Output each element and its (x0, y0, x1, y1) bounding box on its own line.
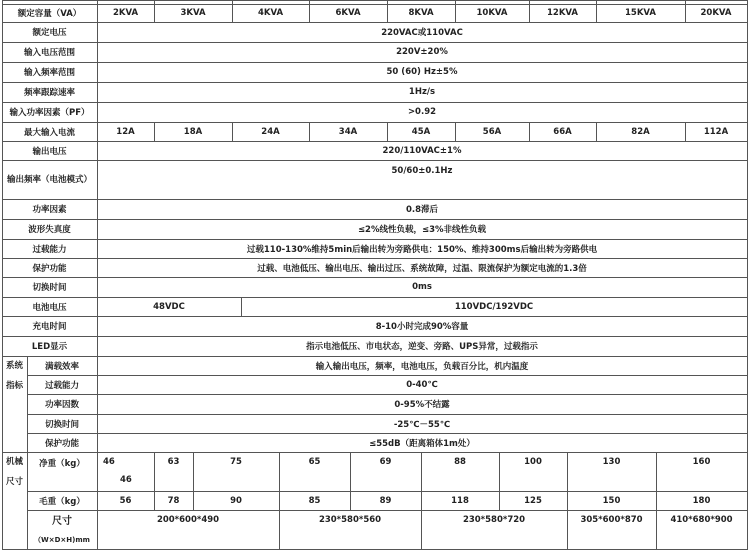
battery-voltage-low: 48VDC (97, 297, 242, 317)
system-row-value: 0-40℃ (97, 375, 748, 395)
gross-weight-20kva: 180 (656, 491, 748, 511)
row-label-input-pf: 输入功率因素（PF） (2, 102, 98, 123)
waveform-distortion-value: ≤2%线性负载，≤3%非线性负载 (97, 219, 748, 240)
header-label: 额定容量（VA） (2, 4, 98, 23)
system-row-value: 0-95%不结露 (97, 394, 748, 415)
net-weight-3kva: 63 (154, 452, 194, 492)
system-row-label: 功率因数 (27, 394, 98, 415)
row-label-gross-weight: 毛重（kg） (27, 491, 98, 511)
row-label-switch-time: 切换时间 (2, 277, 98, 298)
dimensions-group-3: 230*580*720 (421, 510, 568, 550)
row-label-freq-tracking: 频率跟踪速率 (2, 82, 98, 103)
row-label-charge-time: 充电时间 (2, 316, 98, 337)
model-3kva: 3KVA (154, 4, 233, 23)
row-label-output-voltage: 输出电压 (2, 141, 98, 161)
led-display-value: 指示电池低压、市电状态，逆变、旁路、UPS异常，过载指示 (97, 336, 748, 357)
net-weight-12kva: 100 (499, 452, 568, 492)
max-current-4kva: 24A (232, 122, 310, 142)
system-row-label: 保护功能 (27, 433, 98, 453)
model-6kva: 6KVA (309, 4, 388, 23)
group-label-mechanical: 机械尺寸 (2, 452, 28, 550)
battery-voltage-high: 110VDC/192VDC (241, 297, 748, 317)
freq-tracking-value: 1Hz/s (97, 82, 748, 103)
overload-value: 过载110-130%维持5min后输出转为旁路供电：150%、维持300ms后输出转为旁路供电 (97, 239, 748, 259)
net-weight-15kva: 130 (567, 452, 657, 492)
model-8kva: 8KVA (387, 4, 456, 23)
model-12kva: 12KVA (529, 4, 597, 23)
row-label-waveform-distortion: 波形失真度 (2, 219, 98, 240)
system-row-label: 过载能力 (27, 375, 98, 395)
row-label-dimensions (27, 510, 98, 550)
max-current-3kva: 18A (154, 122, 233, 142)
row-label-rated-voltage: 额定电压 (2, 22, 98, 43)
dimensions-sublabel: （W×D×H)mm (34, 535, 90, 544)
output-freq-value: 50/60±0.1Hz (97, 160, 748, 200)
dimensions-group-2: 230*580*560 (279, 510, 422, 550)
power-factor-value: 0.8滞后 (97, 199, 748, 220)
model-10kva: 10KVA (455, 4, 530, 23)
row-label-net-weight: 净重（kg） (27, 452, 98, 492)
net-weight-8kva: 69 (350, 452, 422, 492)
net-weight-6kva: 65 (279, 452, 351, 492)
gross-weight-6kva: 85 (279, 491, 351, 511)
row-label-battery-voltage: 电池电压 (2, 297, 98, 317)
row-label-led-display: LED显示 (2, 336, 98, 357)
model-15kva: 15KVA (596, 4, 686, 23)
system-row-label: 切换时间 (27, 414, 98, 434)
gross-weight-3kva: 78 (154, 491, 194, 511)
model-4kva: 4KVA (232, 4, 310, 23)
charge-time-value: 8-10小时完成90%容量 (97, 316, 748, 337)
max-current-8kva: 45A (387, 122, 456, 142)
model-2kva: 2KVA (97, 4, 155, 23)
row-label-input-freq-range: 输入频率范围 (2, 62, 98, 83)
max-current-15kva: 82A (596, 122, 686, 142)
model-20kva: 20KVA (685, 4, 748, 23)
max-current-6kva: 34A (309, 122, 388, 142)
max-current-12kva: 66A (529, 122, 597, 142)
system-row-value: ≤55dB（距离箱体1m处） (97, 433, 748, 453)
output-voltage-value: 220/110VAC±1% (97, 141, 748, 161)
dimensions-label: 尺寸 (52, 515, 72, 527)
input-voltage-range-value: 220V±20% (97, 42, 748, 63)
gross-weight-8kva: 89 (350, 491, 422, 511)
max-current-10kva: 56A (455, 122, 530, 142)
row-label-max-input-current: 最大输入电流 (2, 122, 98, 142)
system-row-value: 输入输出电压，频率，电池电压，负载百分比，机内温度 (97, 356, 748, 376)
switch-time-value: 0ms (97, 277, 748, 298)
row-label-input-voltage-range: 输入电压范围 (2, 42, 98, 63)
max-current-2kva: 12A (97, 122, 155, 142)
gross-weight-2kva: 56 (97, 491, 155, 511)
input-freq-range-value: 50 (60) Hz±5% (97, 62, 748, 83)
gross-weight-12kva: 125 (499, 491, 568, 511)
group-label-system: 系统指标 (2, 356, 28, 453)
dimensions-group-1: 200*600*490 (97, 510, 280, 550)
net-weight-2kva: 46 (97, 452, 155, 492)
row-label-protection: 保护功能 (2, 258, 98, 278)
system-row-value: -25℃－55℃ (97, 414, 748, 434)
input-pf-value: >0.92 (97, 102, 748, 123)
system-row-label: 满载效率 (27, 356, 98, 376)
rated-voltage-value: 220VAC或110VAC (97, 22, 748, 43)
dimensions-group-4: 305*600*870 (567, 510, 657, 550)
gross-weight-15kva: 150 (567, 491, 657, 511)
row-label-output-freq: 输出频率（电池模式） (2, 160, 98, 200)
net-weight-20kva: 160 (656, 452, 748, 492)
net-weight-10kva: 88 (421, 452, 500, 492)
max-current-20kva: 112A (685, 122, 748, 142)
net-weight-2kva-extra: 46 (120, 475, 132, 485)
gross-weight-4kva: 90 (193, 491, 280, 511)
net-weight-4kva: 75 (193, 452, 280, 492)
dimensions-group-5: 410*680*900 (656, 510, 748, 550)
row-label-overload: 过载能力 (2, 239, 98, 259)
gross-weight-10kva: 118 (421, 491, 500, 511)
protection-value: 过载、电池低压、输出电压、输出过压、系统故障，过温、限流保护为额定电流的1.3倍 (97, 258, 748, 278)
row-label-power-factor: 功率因素 (2, 199, 98, 220)
